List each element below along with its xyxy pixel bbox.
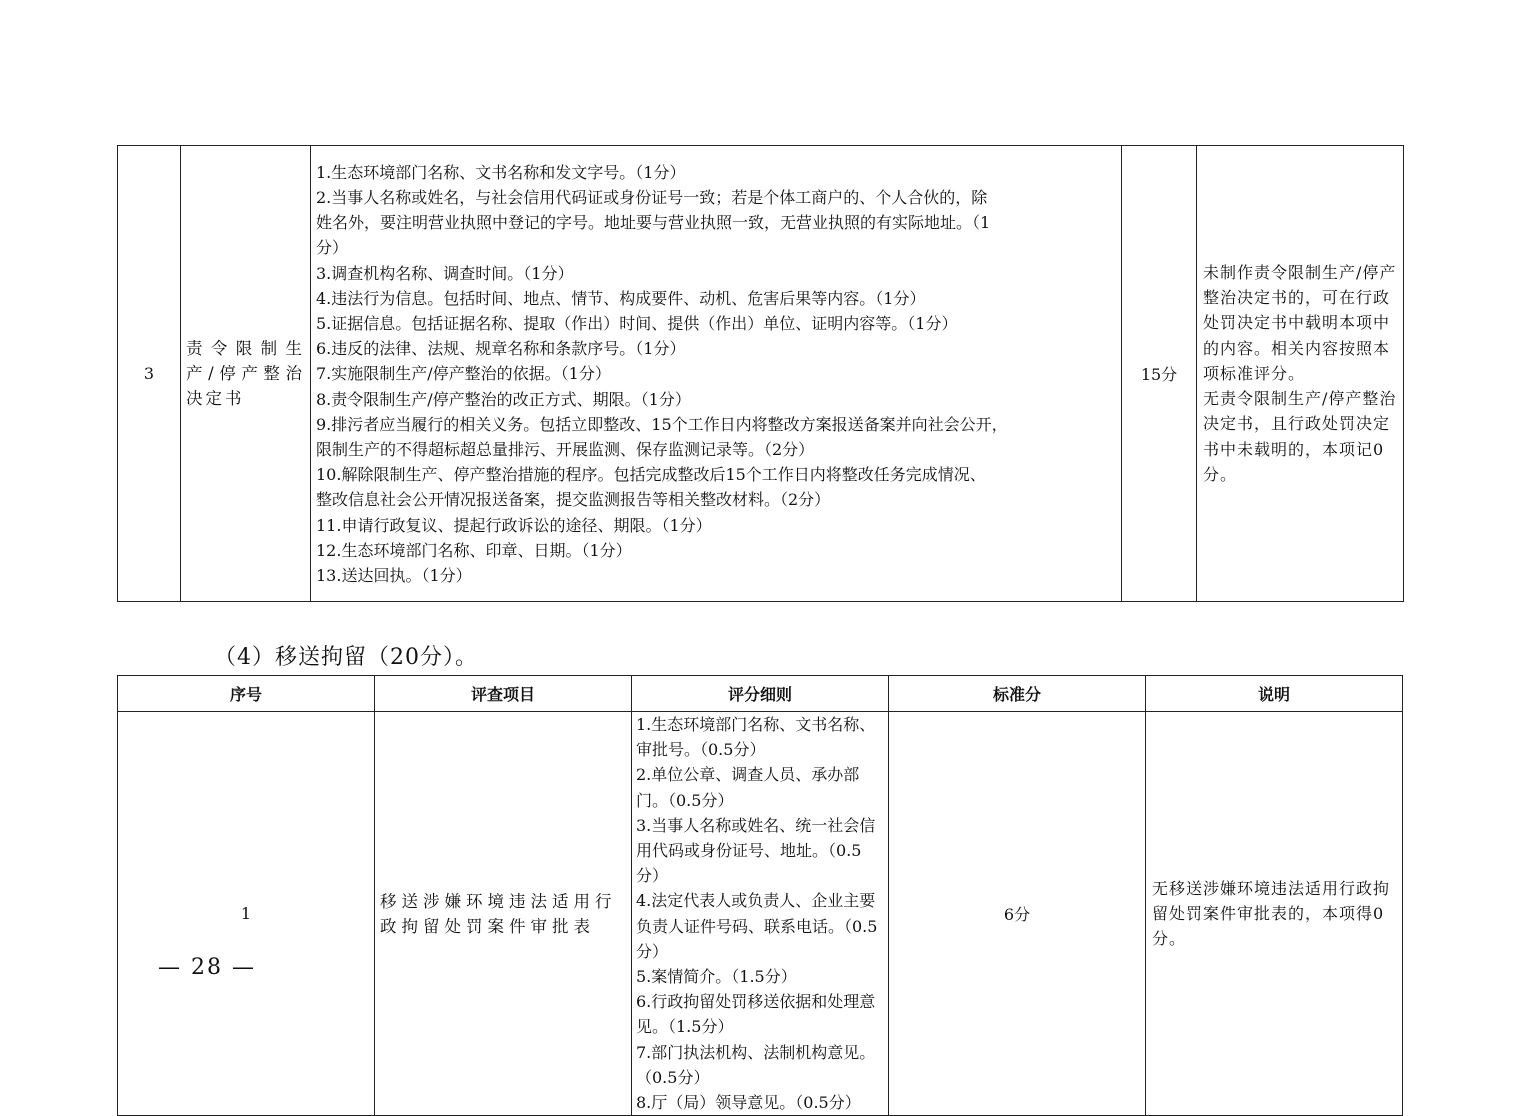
detail-line: 12.生态环境部门名称、印章、日期。（1分）	[316, 540, 632, 560]
detail-line: 9.排污者应当履行的相关义务。包括立即整改、15个工作日内将整改方案报送备案并向社会公开，	[316, 414, 1008, 434]
detail-line: 5.证据信息。包括证据名称、提取（作出）时间、提供（作出）单位、证明内容等。（1分）	[316, 313, 958, 333]
header-detail: 评分细则	[632, 676, 889, 712]
detail-line: 8.厅（局）领导意见。（0.5分）	[636, 1093, 861, 1113]
explanation: 无移送涉嫌环境违法适用行政拘留处罚案件审批表的，本项得0分。	[1146, 712, 1403, 1116]
row-number: 1	[118, 712, 375, 1116]
row-number: 3	[118, 146, 181, 602]
scoring-details	[632, 712, 889, 1116]
detail-line: 3.当事人名称或姓名、统一社会信用代码或身份证号、地址。（0.5分）	[636, 815, 876, 886]
detail-line: 6.行政拘留处罚移送依据和处理意见。（1.5分）	[636, 992, 876, 1037]
header-score: 标准分	[889, 676, 1146, 712]
detail-line: 11.申请行政复议、提起行政诉讼的途径、期限。（1分）	[316, 515, 712, 535]
standard-score: 15分	[1122, 146, 1197, 602]
detail-line: 2.当事人名称或姓名，与社会信用代码证或身份证号一致；若是个体工商户的、个人合伙的，除	[316, 187, 988, 207]
detail-line: 8.责令限制生产/停产整治的改正方式、期限。（1分）	[316, 389, 691, 409]
detail-line: 6.违反的法律、法规、规章名称和条款序号。（1分）	[316, 339, 686, 359]
review-item: 移送涉嫌环境违法适用行政拘留处罚案件审批表	[375, 712, 632, 1116]
header-note: 说明	[1146, 676, 1403, 712]
detail-line: 13.送达回执。（1分）	[316, 566, 472, 586]
section-title: （4）移送拘留（20分）。	[214, 645, 478, 670]
scoring-details	[311, 146, 1122, 602]
detail-line: 4.法定代表人或负责人、企业主要负责人证件号码、联系电话。（0.5分）	[636, 891, 878, 961]
explanation	[1197, 146, 1404, 602]
scoring-table	[117, 675, 1403, 1116]
detail-line: 10.解除限制生产、停产整治措施的程序。包括完成整改后15个工作日内将整改任务完成情况、	[316, 465, 986, 485]
table-row	[118, 146, 1404, 602]
table-row	[118, 712, 1403, 1116]
page-number: — 28 —	[158, 955, 256, 980]
standard-score: 6分	[889, 712, 1146, 1116]
detail-line: 姓名外，要注明营业执照中登记的字号。地址要与营业执照一致，无营业执照的有实际地址。（1	[316, 213, 991, 233]
detail-line: 7.部门执法机构、法制机构意见。（0.5分）	[636, 1042, 876, 1087]
detail-line: 1.生态环境部门名称、文书名称和发文字号。（1分）	[316, 162, 686, 182]
explanation-text: 未制作责令限制生产/停产整治决定书的，可在行政处罚决定书中载明本项中的内容。相关内容按照本项标准评分。 无责令限制生产/停产整治决定书，且行政处罚决定书中未载明的，本项记0分。	[1203, 263, 1397, 484]
detail-line: 5.案情简介。（1.5分）	[636, 967, 797, 987]
detail-line: 1.生态环境部门名称、文书名称、审批号。（0.5分）	[636, 715, 876, 760]
detail-line: 2.单位公章、调查人员、承办部门。（0.5分）	[636, 765, 860, 810]
detail-line: 限制生产的不得超标超总量排污、开展监测、保存监测记录等。（2分）	[316, 440, 815, 459]
detail-line: 3.调查机构名称、调查时间。（1分）	[316, 263, 574, 283]
detail-line: 4.违法行为信息。包括时间、地点、情节、构成要件、动机、危害后果等内容。（1分）	[316, 288, 926, 308]
detail-line: 分）	[316, 238, 349, 258]
detail-line: 整改信息社会公开情况报送备案，提交监测报告等相关整改材料。（2分）	[316, 490, 831, 510]
scoring-table-continued	[117, 145, 1404, 602]
table-header-row	[118, 676, 1403, 712]
detail-line: 7.实施限制生产/停产整治的依据。（1分）	[316, 364, 611, 384]
review-item: 责令限制生产/停产整治决定书	[181, 146, 311, 602]
header-item: 评查项目	[375, 676, 632, 712]
header-number: 序号	[118, 676, 375, 712]
